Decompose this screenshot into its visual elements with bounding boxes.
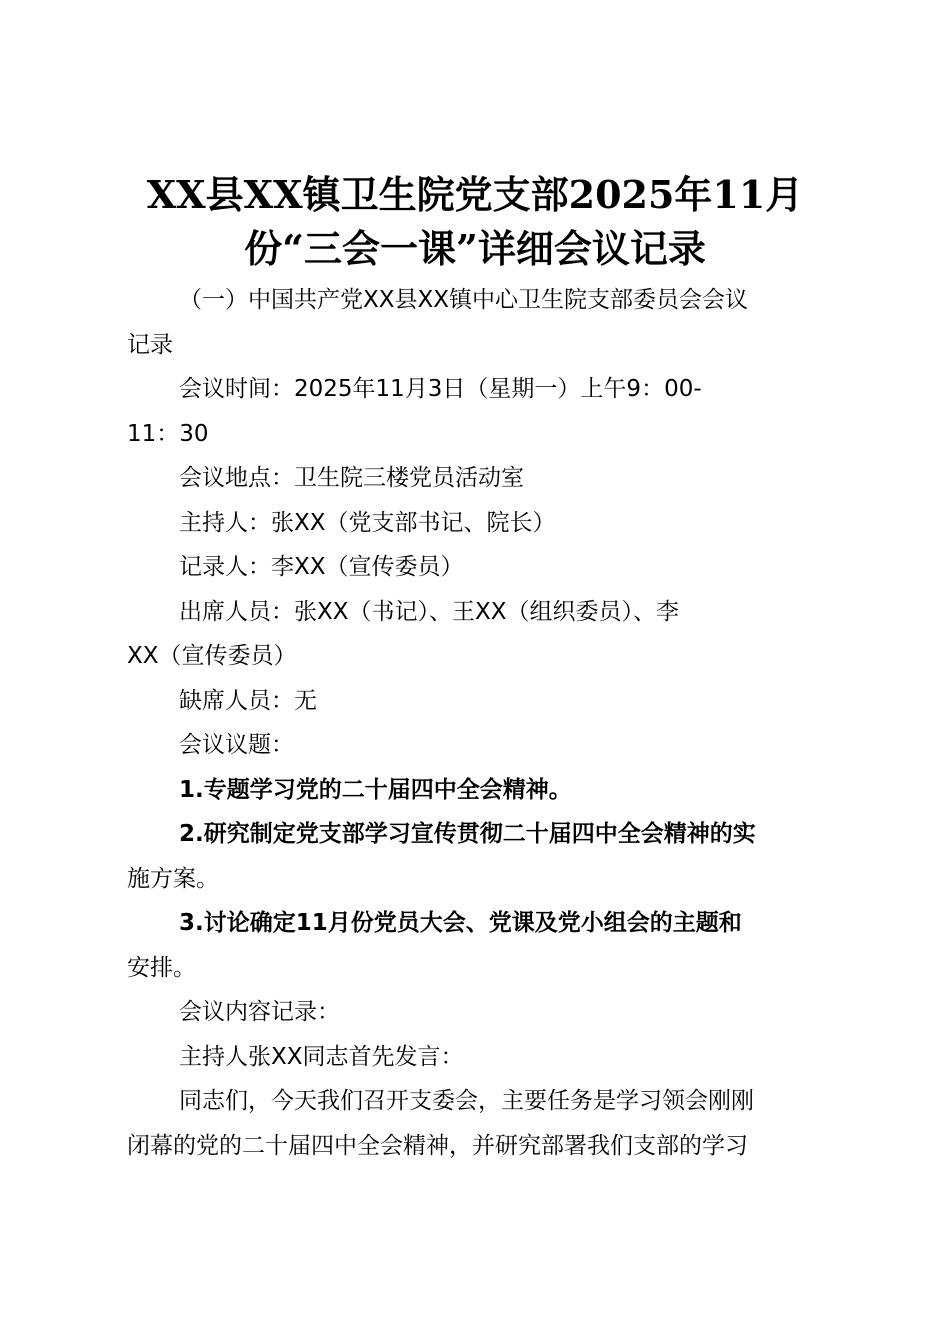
text-line: 记录: [127, 331, 173, 358]
text-line: 同志们，今天我们召开支委会，主要任务是学习领会刚刚: [179, 1088, 754, 1114]
text-line: 会议内容记录：: [179, 999, 340, 1025]
text-line: 会议议题：: [179, 732, 294, 758]
paragraph-agenda-heading: [127, 723, 833, 768]
paragraph-section-heading: [127, 278, 833, 367]
text-line: 2.研究制定党支部学习宣传贯彻二十届四中全会精神的实: [179, 821, 756, 847]
title-line-1: XX县XX镇卫生院党支部2025年11月: [146, 172, 804, 217]
agenda-item-1: [127, 768, 833, 813]
text-line: 1.专题学习党的二十届四中全会精神。: [179, 776, 572, 803]
text-line: XX（宣传委员）: [127, 643, 297, 669]
paragraph-attendees: [127, 590, 833, 679]
text-line: 会议地点：卫生院三楼党员活动室: [179, 465, 524, 491]
text-line: 闭幕的党的二十届四中全会精神，并研究部署我们支部的学习: [127, 1132, 748, 1159]
text-line: 主持人：张XX（党支部书记、院长）: [179, 509, 556, 536]
text-line: 11：30: [127, 420, 209, 447]
paragraph-absentees: [127, 679, 833, 724]
text-line: （一）中国共产党XX县XX镇中心卫生院支部委员会会议: [179, 287, 749, 313]
paragraph-meeting-location: [127, 456, 833, 501]
text-line: 施方案。: [127, 865, 219, 892]
text-line: 出席人员：张XX（书记）、王XX（组织委员）、李: [179, 598, 680, 625]
paragraph-content-heading: [127, 990, 833, 1035]
paragraph-recorder: [127, 545, 833, 590]
text-line: 安排。: [127, 954, 196, 981]
document-body: [127, 278, 833, 1168]
paragraph-host: [127, 501, 833, 546]
title-line-2: 份“三会一课”详细会议记录: [244, 226, 706, 271]
text-line: 主持人张XX同志首先发言：: [179, 1043, 464, 1070]
paragraph-host-speech-intro: [127, 1035, 833, 1080]
paragraph-meeting-time: [127, 367, 833, 456]
text-line: 记录人：李XX（宣传委员）: [179, 554, 464, 580]
agenda-item-2: [127, 812, 833, 901]
agenda-item-3: [127, 901, 833, 990]
document-title: [120, 168, 830, 276]
text-line: 3.讨论确定11月份党员大会、党课及党小组会的主题和: [179, 910, 742, 936]
paragraph-host-speech: [127, 1079, 833, 1168]
text-line: 会议时间：2025年11月3日（星期一）上午9：00-: [179, 376, 702, 402]
text-line: 缺席人员：无: [179, 687, 317, 714]
